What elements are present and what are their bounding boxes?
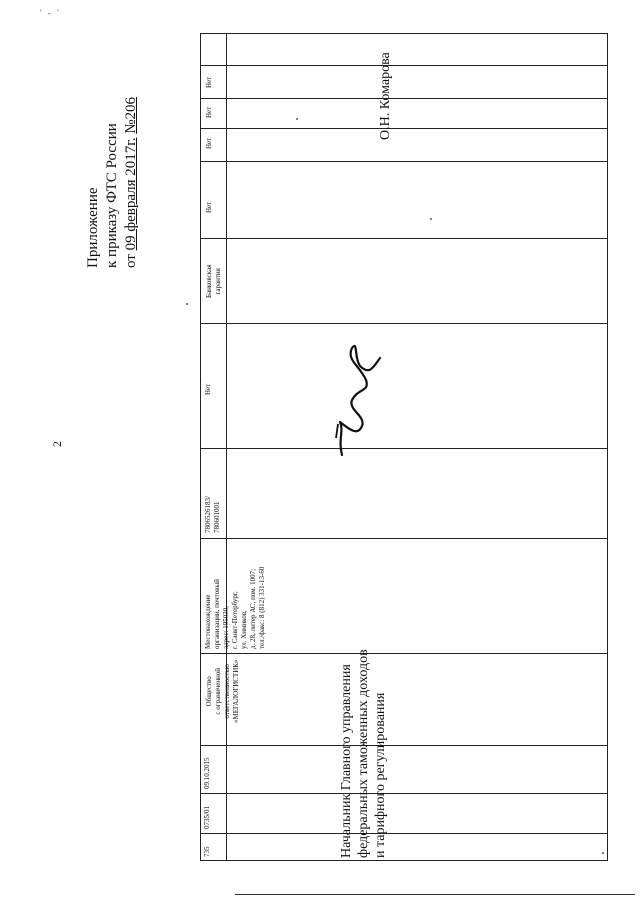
- cell-f2: Нет: [205, 137, 213, 149]
- order-reference: к приказу ФТС России: [104, 123, 120, 268]
- scan-speck: [602, 852, 604, 854]
- handwritten-signature: [330, 340, 390, 460]
- top-mark: ' - ': [40, 8, 61, 18]
- cell-address: Местонахождение организации, почтовый адрес: 195030, г. Санкт-Петербург, ул. Химиков, д. 28, литер АС, пом. 1007; тел./факс: 8 (812) 331-13-60: [204, 566, 266, 649]
- cell-date: 09.10.2015: [203, 757, 211, 789]
- scan-speck: [430, 218, 432, 220]
- col-divider: [200, 793, 608, 794]
- cell-num: 735: [203, 846, 211, 857]
- cell-field7: Нет: [204, 383, 212, 395]
- scan-speck: [186, 303, 188, 305]
- order-date-line: [122, 97, 141, 268]
- cell-f4: Нет: [205, 76, 213, 88]
- row-divider: [226, 33, 227, 861]
- cell-f3: Нет: [205, 106, 213, 118]
- appendix-title: Приложение: [85, 187, 101, 268]
- col-divider: [200, 98, 608, 99]
- registry-table: [200, 33, 608, 861]
- appendix-header: [84, 97, 141, 268]
- col-divider: [200, 238, 608, 239]
- cell-guarantee: Банковская гарантия: [205, 264, 222, 298]
- cell-org: Общество с ограниченной ответственностью «МЕГАЛОГИСТИК»: [205, 659, 240, 723]
- col-divider: [200, 833, 608, 834]
- scan-speck: [296, 118, 298, 120]
- page-number: 2: [50, 441, 64, 447]
- cell-inn-kpp: 7806526183/ 780601001: [204, 496, 221, 533]
- date-prefix: от: [123, 254, 139, 268]
- col-divider: [200, 448, 608, 449]
- col-divider: [200, 323, 608, 324]
- col-divider: [200, 745, 608, 746]
- col-divider: [200, 65, 608, 66]
- order-number: №206: [123, 96, 139, 134]
- cell-f1: Нет: [205, 201, 213, 213]
- col-divider: [200, 128, 608, 129]
- col-divider: [200, 161, 608, 162]
- col-divider: [200, 538, 608, 539]
- bottom-edge-line: [235, 894, 635, 895]
- signatory-title: Начальник Главного управления федеральных таможенных доходов и тарифного регулирования: [339, 649, 388, 858]
- table-border: [200, 33, 608, 861]
- signatory-name: О.Н. Комарова: [378, 52, 393, 140]
- col-divider: [200, 653, 608, 654]
- order-date: 09 февраля 2017г.: [123, 137, 139, 251]
- cell-reg-no: 0735/01: [203, 806, 211, 829]
